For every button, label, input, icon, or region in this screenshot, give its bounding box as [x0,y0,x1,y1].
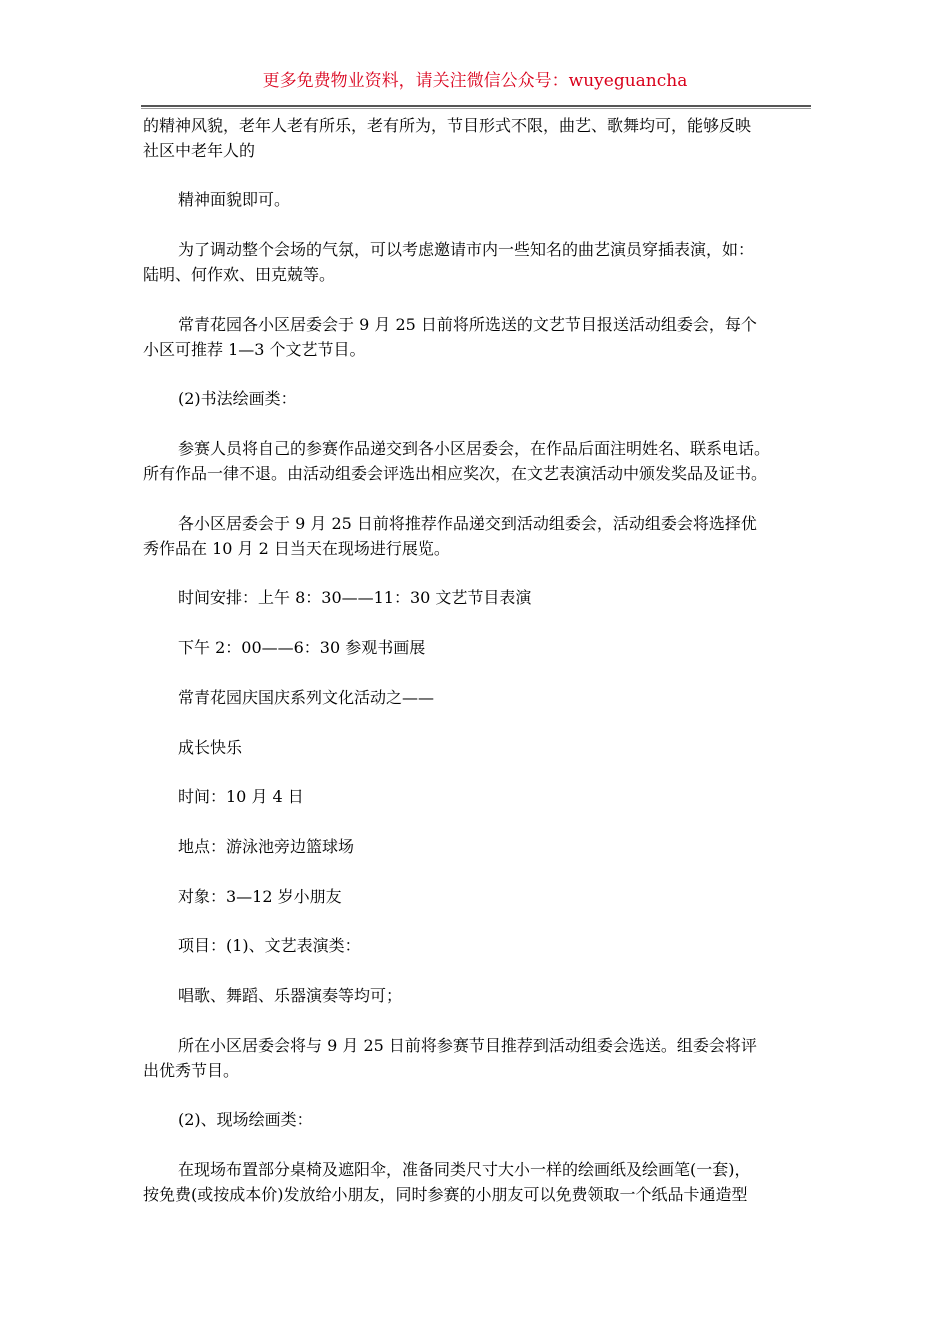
text-line: 参赛人员将自己的参赛作品递交到各小区居委会，在作品后面注明姓名、联系电话。 [178,439,771,458]
text-line: 项目：(1)、文艺表演类： [178,936,361,955]
text-line: 所有作品一律不退。由活动组委会评选出相应奖次，在文艺表演活动中颁发奖品及证书。 [143,464,768,483]
text-line: (2)、现场绘画类： [178,1110,313,1129]
header-note: 更多免费物业资料，请关注微信公众号：wuyeguancha [262,71,688,91]
text-line: 各小区居委会于 9 月 25 日前将推荐作品递交到活动组委会，活动组委会将选择优 [178,514,757,533]
text-line: 为了调动整个会场的气氛，可以考虑邀请市内一些知名的曲艺演员穿插表演，如： [178,240,755,259]
header-rule [141,105,811,107]
text-line: 唱歌、舞蹈、乐器演奏等均可； [178,986,403,1005]
text-line: 精神面貌即可。 [178,190,291,209]
text-line: 所在小区居委会将与 9 月 25 日前将参赛节目推荐到活动组委会选送。组委会将评 [178,1036,757,1055]
text-line: 对象：3—12 岁小朋友 [178,887,342,906]
text-line: 常青花园各小区居委会于 9 月 25 日前将所选送的文艺节目报送活动组委会，每个 [178,315,757,334]
text-line: 秀作品在 10 月 2 日当天在现场进行展览。 [143,539,450,558]
text-line: 按免费(或按成本价)发放给小朋友，同时参赛的小朋友可以免费领取一个纸品卡通造型 [143,1185,748,1204]
text-line: 时间安排：上午 8：30——11：30 文艺节目表演 [178,588,532,607]
text-line: (2)书法绘画类： [178,389,297,408]
text-line: 陆明、何作欢、田克兢等。 [143,265,336,284]
text-line: 的精神风貌，老年人老有所乐，老有所为，节目形式不限，曲艺、歌舞均可，能够反映 [143,116,752,135]
text-line: 小区可推荐 1—3 个文艺节目。 [143,340,366,359]
text-line: 在现场布置部分桌椅及遮阳伞，准备同类尺寸大小一样的绘画纸及绘画笔(一套)， [178,1160,751,1179]
text-line: 下午 2：00——6：30 参观书画展 [178,638,426,657]
text-line: 常青花园庆国庆系列文化活动之—— [178,688,435,707]
text-line: 时间：10 月 4 日 [178,787,304,806]
text-line: 地点：游泳池旁边篮球场 [178,837,355,856]
text-line: 出优秀节目。 [143,1061,240,1080]
header-rule-thin [141,108,811,109]
text-line: 成长快乐 [178,738,243,757]
text-line: 社区中老年人的 [143,141,256,160]
